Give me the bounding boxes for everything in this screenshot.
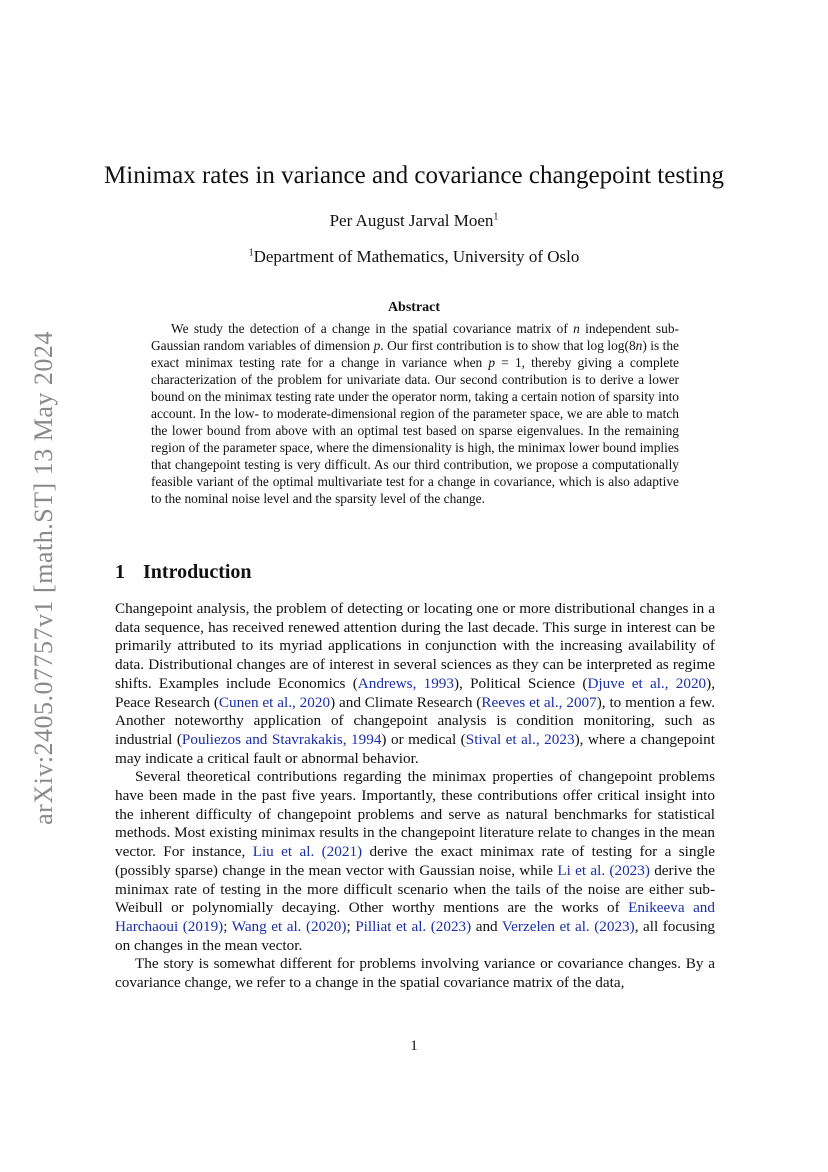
paper-title: Minimax rates in variance and covariance changepoint testing xyxy=(104,162,724,189)
math-var: n xyxy=(573,321,580,336)
abstract-text: independent sub-Gaussian random variables of dimension xyxy=(151,321,679,353)
citation-link[interactable]: Li et al. (2023) xyxy=(557,861,650,879)
citation-link[interactable]: Verzelen et al. (2023) xyxy=(501,917,635,935)
citation-link[interactable]: Liu et al. (2021) xyxy=(252,843,363,861)
citation-link[interactable]: Stival et al., 2023 xyxy=(465,730,575,748)
abstract-text: ) is the exact minimax testing rate for a change in variance when xyxy=(151,338,680,370)
citation-link[interactable]: Andrews, 1993 xyxy=(357,674,454,692)
citation-link[interactable]: Enikeeva and Harchaoui (2019) xyxy=(115,899,715,935)
introduction-body xyxy=(115,600,715,993)
affiliation-text: Department of Mathematics, University of Oslo xyxy=(253,247,580,266)
paragraph-text: ; xyxy=(346,917,356,935)
math-var: p xyxy=(373,338,381,353)
paragraph xyxy=(115,600,715,768)
abstract-text: We study the detection of a change in the spatial covariance matrix of xyxy=(171,321,574,336)
citation-link[interactable]: Pilliat et al. (2023) xyxy=(355,917,472,935)
citation-link[interactable]: Pouliezos and Stavrakakis, 1994 xyxy=(181,730,382,748)
section-heading xyxy=(115,561,252,584)
section-title: Introduction xyxy=(143,561,252,583)
citation-link[interactable]: Reeves et al., 2007 xyxy=(481,693,597,711)
math-var: n xyxy=(635,338,643,353)
paragraph: The story is somewhat different for problems involving variance or covariance changes. By a covariance change, we refer to a change in the spatial covariance matrix of the data, xyxy=(115,955,715,992)
affiliation-line xyxy=(0,247,828,267)
page-number: 1 xyxy=(410,1038,418,1054)
arxiv-side-stamp xyxy=(24,318,64,838)
math-var: p xyxy=(488,355,496,370)
citation-link[interactable]: Djuve et al., 2020 xyxy=(587,674,707,692)
paragraph-text: ), to mention a few. Another noteworthy application of changepoint analysis is condition monitoring, such as industrial ( xyxy=(115,693,715,748)
author-name: Per August Jarval Moen xyxy=(329,211,494,230)
paragraph-text: ), Peace Research ( xyxy=(115,674,715,711)
author-affiliation-mark: 1 xyxy=(493,211,499,223)
paragraph-text: and xyxy=(471,917,502,935)
paragraph-text: derive the minimax rate of testing in the more difficult scenario when the tails of the noise are either sub-Weibull or polynomially decaying. Other worthy mentions are the works of xyxy=(115,861,715,917)
section-number: 1 xyxy=(115,561,125,583)
paragraph xyxy=(115,768,715,955)
paragraph-text: ), where a changepoint may indicate a critical fault or abnormal behavior. xyxy=(115,730,715,767)
paragraph-text: ), Political Science ( xyxy=(454,674,588,692)
abstract-heading: Abstract xyxy=(387,300,441,315)
paragraph-text: , all focusing on changes in the mean vector. xyxy=(115,917,716,954)
paragraph-text: ) or medical ( xyxy=(381,730,466,748)
citation-link[interactable]: Cunen et al., 2020 xyxy=(218,693,331,711)
paragraph-text: derive the exact minimax rate of testing for a single (possibly sparse) change in the mean vector with Gaussian noise, while xyxy=(115,843,715,879)
abstract-body xyxy=(151,320,679,507)
paragraph-text: Changepoint analysis, the problem of detecting or locating one or more distributional changes in a data sequence, has received renewed attention during the last decade. This surge in interest can be primarily attributed to its myriad applications in conjunction with the increasing availability of data. Distributional changes are of interest in several sciences as they can be interpreted as regime shifts. Examples include Economics ( xyxy=(115,600,715,692)
paragraph-text: ) and Climate Research ( xyxy=(330,693,482,711)
paragraph-text: Several theoretical contributions regarding the minimax properties of changepoint problems have been made in the past five years. Importantly, these contributions offer critical insight into the inherent difficulty of changepoint problems and serve as natural benchmarks for statistical methods. Most existing minimax results in the changepoint literature relate to changes in the mean vector. For instance, xyxy=(115,768,715,861)
affiliation-mark: 1 xyxy=(248,247,254,259)
abstract-text: = 1, thereby giving a complete characterization of the problem for univariate data. Our second contribution is to derive a lower bound on the minimax testing rate under the operator norm, taking a certain notion of sparsity into account. In the low- to moderate-dimensional region of the parameter space, we are able to match the lower bound from above with an optimal test based on sparse eigenvalues. In the remaining region of the parameter space, where the dimensionality is high, the minimax lower bound implies that changepoint testing is very difficult. As our third contribution, we propose a computationally feasible variant of the optimal multivariate test for a change in covariance, which is also adaptive to the nominal noise level and the sparsity level of the change. xyxy=(151,355,679,506)
arxiv-identifier: arXiv:2405.07757v1 [math.ST] 13 May 2024 xyxy=(29,331,59,825)
author-line xyxy=(0,211,828,231)
paragraph-text: ; xyxy=(223,917,232,935)
citation-link[interactable]: Wang et al. (2020) xyxy=(231,917,347,935)
abstract-text: . Our first contribution is to show that log log(8 xyxy=(380,338,636,353)
